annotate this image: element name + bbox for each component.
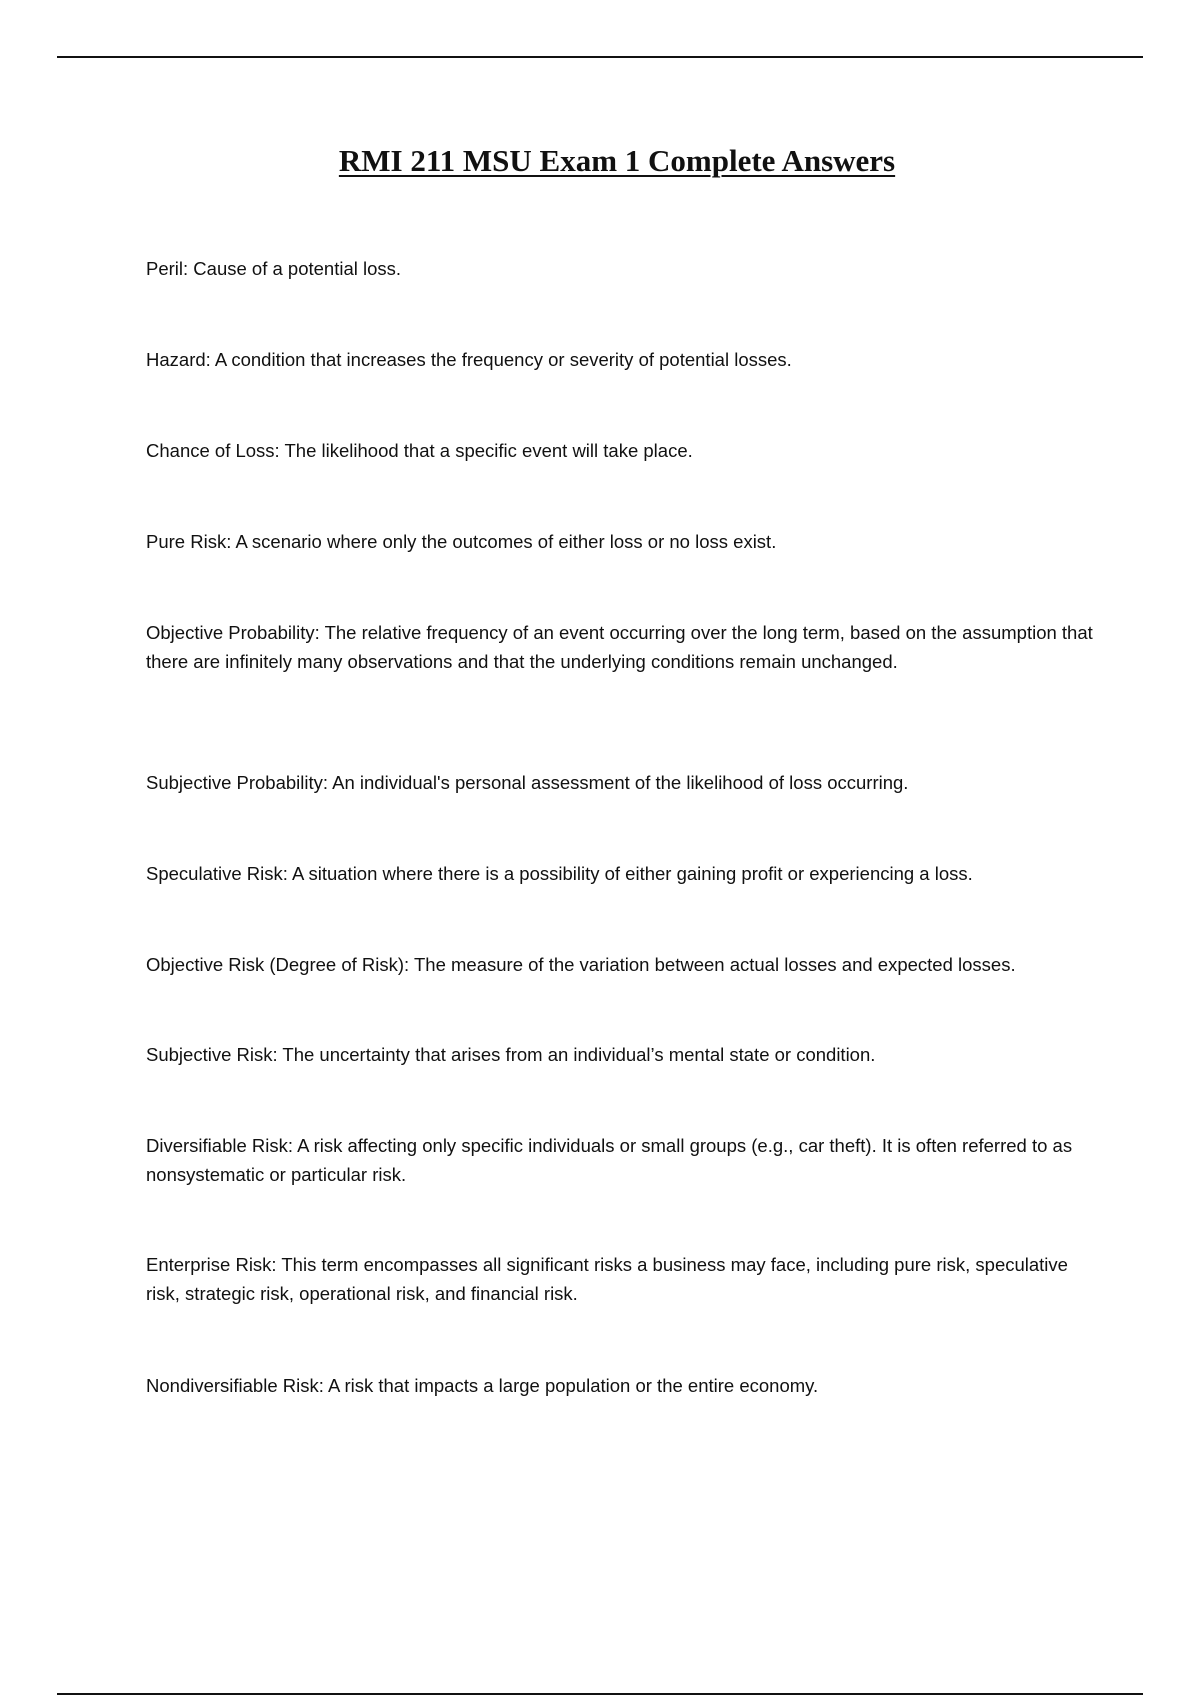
definition-chance-of-loss: Chance of Loss: The likelihood that a specific event will take place. xyxy=(146,440,693,461)
definition-pure-risk: Pure Risk: A scenario where only the outcomes of either loss or no loss exist. xyxy=(146,531,777,552)
definition-subjective-probability: Subjective Probability: An individual's personal assessment of the likelihood of loss occurring. xyxy=(146,772,909,793)
bottom-rule xyxy=(57,1693,1143,1695)
definition-diversifiable-risk: Diversifiable Risk: A risk affecting only specific individuals or small groups (e.g., car theft). It is often referred to as nonsystematic or particular risk. xyxy=(146,1135,1073,1185)
definition-nondiversifiable-risk: Nondiversifiable Risk: A risk that impacts a large population or the entire economy. xyxy=(146,1375,819,1396)
definition-objective-probability: Objective Probability: The relative frequency of an event occurring over the long term, based on the assumption that there are infinitely many observations and that the underlying conditions remain unchanged. xyxy=(146,622,1093,672)
top-rule xyxy=(57,56,1143,58)
definition-enterprise-risk: Enterprise Risk: This term encompasses all significant risks a business may face, including pure risk, speculative risk, strategic risk, operational risk, and financial risk. xyxy=(146,1254,1068,1304)
definition-peril: Peril: Cause of a potential loss. xyxy=(146,258,402,279)
definition-hazard: Hazard: A condition that increases the frequency or severity of potential losses. xyxy=(146,349,792,370)
definition-subjective-risk: Subjective Risk: The uncertainty that arises from an individual’s mental state or condition. xyxy=(146,1044,876,1065)
page-title: RMI 211 MSU Exam 1 Complete Answers xyxy=(338,143,896,178)
definition-speculative-risk: Speculative Risk: A situation where there is a possibility of either gaining profit or experiencing a loss. xyxy=(146,863,973,884)
definition-objective-risk: Objective Risk (Degree of Risk): The measure of the variation between actual losses and expected losses. xyxy=(146,954,1016,975)
